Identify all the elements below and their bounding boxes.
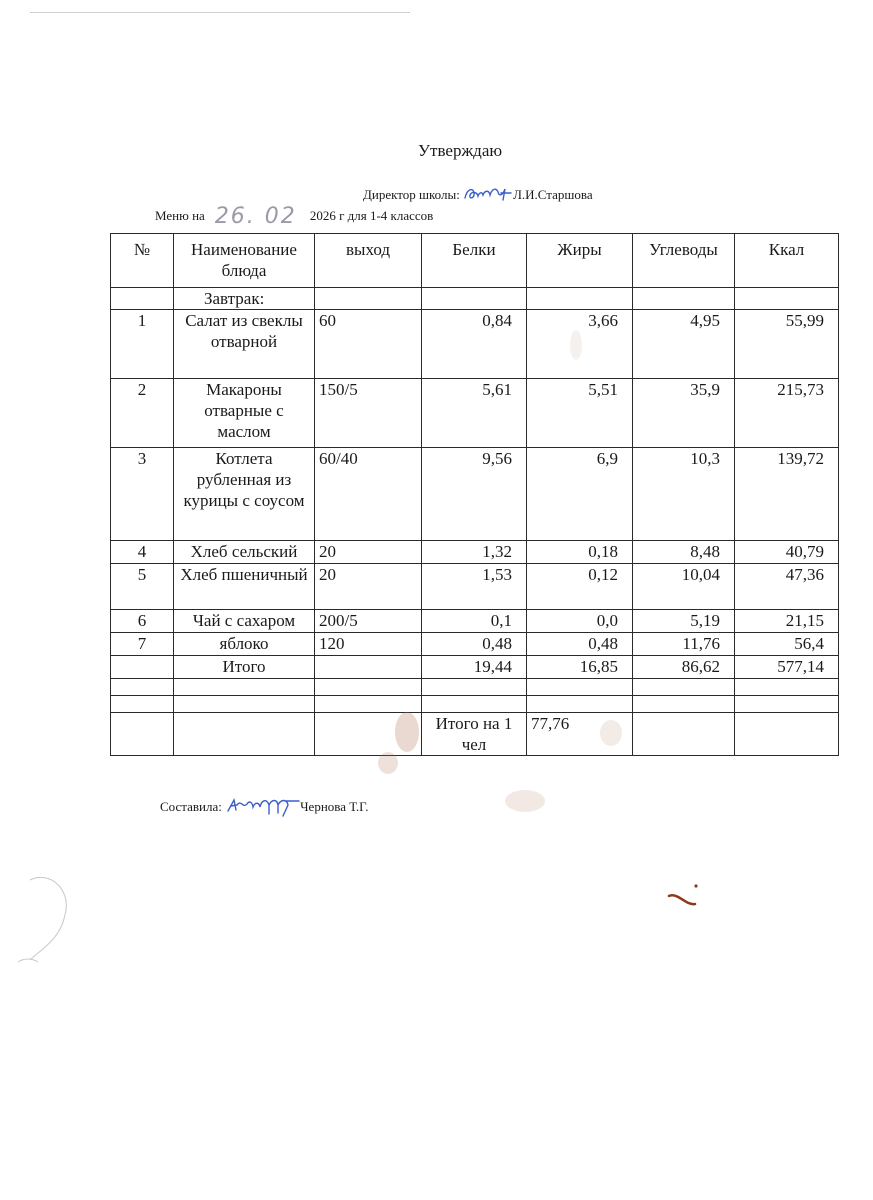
total-protein: 19,44 [422, 656, 527, 679]
cell-out: 200/5 [315, 610, 422, 633]
stain-spot [505, 790, 545, 812]
total-label: Итого [174, 656, 315, 679]
total-carbs: 86,62 [633, 656, 735, 679]
cell-protein: 1,53 [422, 564, 527, 610]
composer-signature [225, 795, 300, 817]
table-row [111, 541, 839, 564]
composed-label: Составила: [160, 799, 222, 814]
cell-fat: 0,12 [527, 564, 633, 610]
menu-prefix: Меню на [155, 208, 205, 223]
cell-carbs: 35,9 [633, 379, 735, 448]
director-signature [463, 185, 513, 203]
director-line [363, 185, 593, 203]
cell-name: Хлеб пшеничный [174, 564, 315, 610]
director-name: Л.И.Старшова [513, 187, 593, 202]
per-person-label: Итого на 1 чел [422, 713, 527, 756]
cell-out: 60/40 [315, 448, 422, 541]
header-fat: Жиры [527, 234, 633, 288]
empty-row [111, 679, 839, 696]
menu-table [110, 233, 839, 756]
empty-row [111, 696, 839, 713]
composed-line [160, 795, 368, 817]
cell-protein: 0,1 [422, 610, 527, 633]
cell-fat: 6,9 [527, 448, 633, 541]
cell-fat: 5,51 [527, 379, 633, 448]
cell-no: 1 [111, 310, 174, 379]
cell-no: 6 [111, 610, 174, 633]
header-out: выход [315, 234, 422, 288]
menu-suffix: 2026 г для 1-4 классов [309, 208, 434, 223]
table-header-row [111, 234, 839, 288]
table-row [111, 564, 839, 610]
cell-protein: 5,61 [422, 379, 527, 448]
total-kcal: 577,14 [735, 656, 839, 679]
cell-no: 5 [111, 564, 174, 610]
stain-spot [378, 752, 398, 774]
handwritten-date: 26. 02 [214, 204, 297, 229]
cell-kcal: 47,36 [735, 564, 839, 610]
cell-protein: 0,84 [422, 310, 527, 379]
cell-fat: 0,18 [527, 541, 633, 564]
cell-no: 3 [111, 448, 174, 541]
approve-heading: Утверждаю [418, 141, 503, 160]
cell-carbs: 11,76 [633, 633, 735, 656]
per-person-row [111, 713, 839, 756]
header-name: Наименование блюда [174, 234, 315, 288]
cell-fat: 3,66 [527, 310, 633, 379]
cell-kcal: 139,72 [735, 448, 839, 541]
cell-fat: 0,48 [527, 633, 633, 656]
cell-protein: 9,56 [422, 448, 527, 541]
scan-artifact-curve [10, 870, 80, 970]
cell-no: 2 [111, 379, 174, 448]
ink-mark [665, 882, 705, 912]
cell-protein: 0,48 [422, 633, 527, 656]
cell-name: Котлета рубленная из курицы с соусом [174, 448, 315, 541]
table-row [111, 448, 839, 541]
cell-name: Салат из свеклы отварной [174, 310, 315, 379]
cell-out: 20 [315, 564, 422, 610]
table-row [111, 310, 839, 379]
cell-fat: 0,0 [527, 610, 633, 633]
section-row [111, 288, 839, 310]
per-person-value: 77,76 [527, 713, 633, 756]
header-no: № [111, 234, 174, 288]
cell-kcal: 40,79 [735, 541, 839, 564]
section-label: Завтрак: [174, 288, 315, 310]
cell-kcal: 21,15 [735, 610, 839, 633]
table-row [111, 633, 839, 656]
header-protein: Белки [422, 234, 527, 288]
cell-name: Макароны отварные с маслом [174, 379, 315, 448]
cell-out: 150/5 [315, 379, 422, 448]
cell-carbs: 4,95 [633, 310, 735, 379]
cell-out: 20 [315, 541, 422, 564]
cell-carbs: 8,48 [633, 541, 735, 564]
cell-kcal: 55,99 [735, 310, 839, 379]
cell-carbs: 10,04 [633, 564, 735, 610]
cell-kcal: 215,73 [735, 379, 839, 448]
scan-edge-line [30, 12, 410, 13]
composed-name: Чернова Т.Г. [300, 799, 369, 814]
header-kcal: Ккал [735, 234, 839, 288]
cell-name: Хлеб сельский [174, 541, 315, 564]
cell-protein: 1,32 [422, 541, 527, 564]
cell-out: 60 [315, 310, 422, 379]
cell-name: Чай с сахаром [174, 610, 315, 633]
stain-spot [570, 330, 582, 360]
table-row [111, 379, 839, 448]
total-row [111, 656, 839, 679]
cell-name: яблоко [174, 633, 315, 656]
cell-out: 120 [315, 633, 422, 656]
stain-spot [395, 712, 419, 752]
stain-spot [600, 720, 622, 746]
cell-kcal: 56,4 [735, 633, 839, 656]
cell-no: 7 [111, 633, 174, 656]
menu-date-line [155, 204, 433, 229]
total-fat: 16,85 [527, 656, 633, 679]
director-label: Директор школы: [363, 187, 460, 202]
cell-carbs: 10,3 [633, 448, 735, 541]
cell-no: 4 [111, 541, 174, 564]
header-carbs: Углеводы [633, 234, 735, 288]
cell-carbs: 5,19 [633, 610, 735, 633]
table-row [111, 610, 839, 633]
